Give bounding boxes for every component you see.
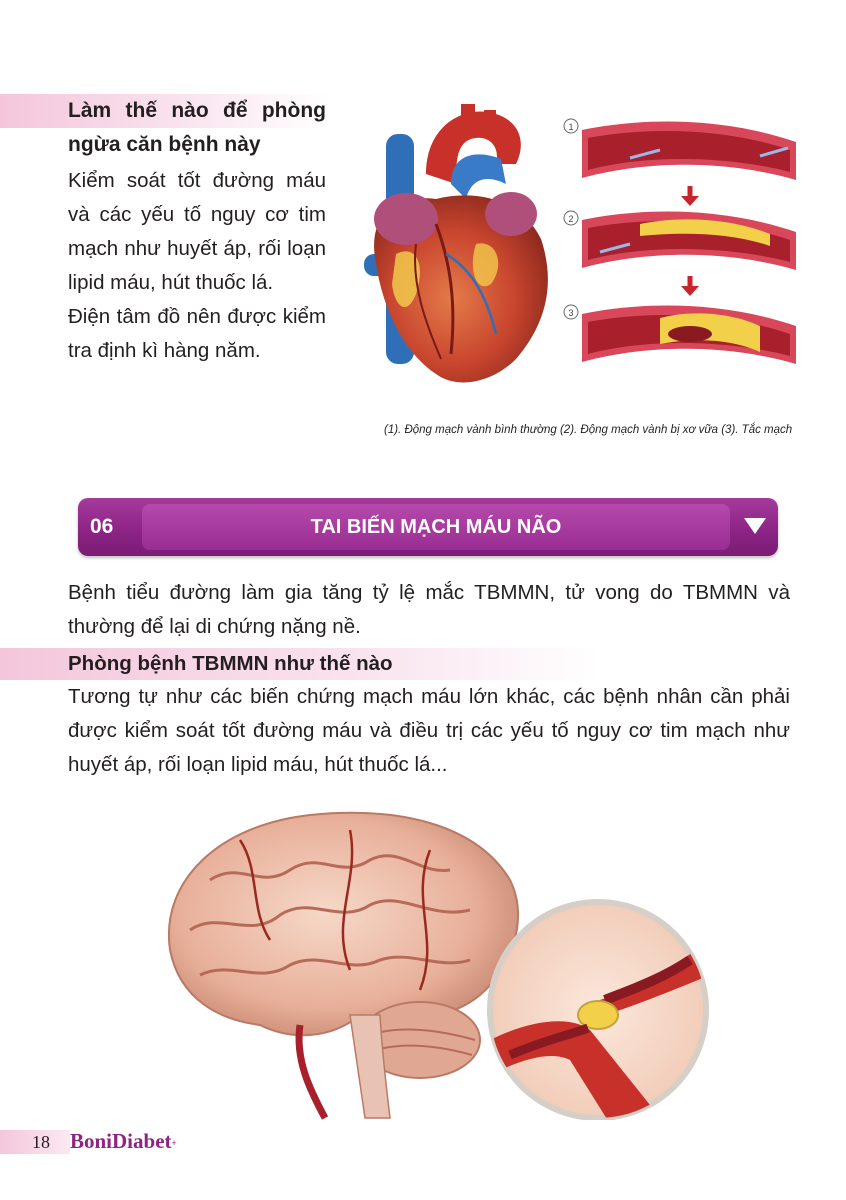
brand-name: BoniDiabet	[70, 1129, 172, 1153]
prevention-heading: Làm thế nào để phòng ngừa căn bệnh này	[68, 99, 326, 156]
prevention-paragraph: Kiểm soát tốt đường máu và các yếu tố nguy cơ tim mạch như huyết áp, rối loạn lipid máu, hút thuốc lá.	[68, 169, 326, 294]
intro-paragraph: Bệnh tiểu đường làm gia tăng tỷ lệ mắc TBMMN, tử vong do TBMMN và thường để lại di chứng nặng nề.	[68, 581, 790, 638]
heart-illustration	[356, 104, 556, 394]
stroke-prevention-body: Tương tự như các biến chứng mạch máu lớn khác, các bệnh nhân cần phải được kiểm soát tốt đường máu và điều trị các yếu tố nguy cơ tim mạch như huyết áp, rối loạn lipid máu, hút thuốc lá...	[68, 685, 790, 776]
section-banner	[78, 498, 778, 556]
artery-stages-illustration	[560, 112, 800, 382]
step-label: 2	[568, 214, 574, 224]
brand-logo	[70, 1128, 177, 1154]
page-number: 18	[32, 1132, 50, 1152]
section-number: 06	[90, 515, 114, 538]
stroke-prevention-heading: Phòng bệnh TBMMN như thế nào	[68, 652, 393, 675]
brand-mark: +	[171, 1138, 177, 1148]
prevention-paragraph: Điện tâm đồ nên được kiểm tra định kì hàng năm.	[68, 305, 326, 362]
section-title: TAI BIẾN MẠCH MÁU NÃO	[310, 516, 562, 538]
prevention-body	[68, 164, 326, 368]
step-label: 3	[568, 308, 574, 318]
figure-caption: (1). Động mạch vành bình thường (2). Động mạch vành bị xơ vữa (3). Tắc mạch	[384, 424, 793, 436]
step-label: 1	[568, 122, 574, 132]
brain-illustration	[150, 800, 710, 1120]
chevron-down-icon	[744, 518, 766, 534]
